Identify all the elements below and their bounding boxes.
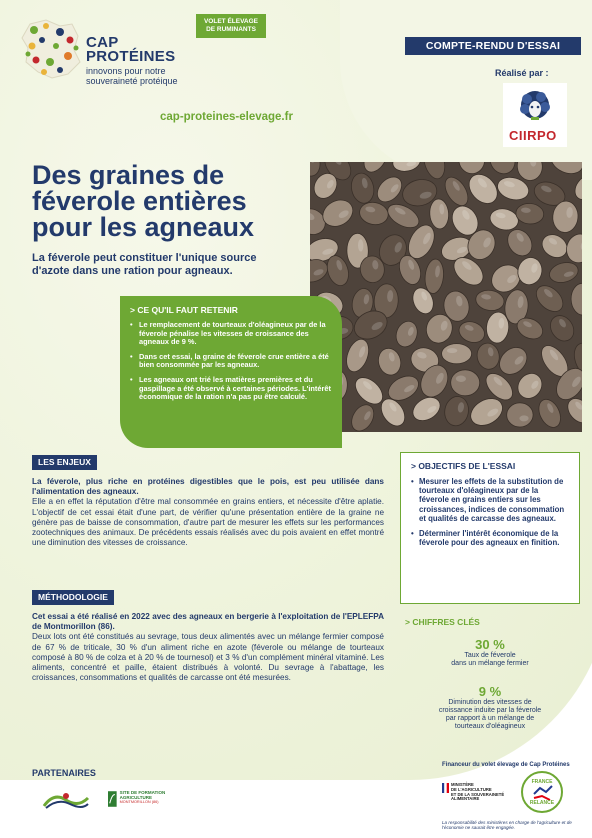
partner-logo-site-formation — [108, 790, 188, 814]
compte-rendu-banner: COMPTE-RENDU D'ESSAI — [405, 37, 581, 55]
partner-logo-icon — [40, 788, 92, 812]
stat-value: 30 % — [475, 637, 505, 652]
key-takeaways-box — [120, 296, 342, 448]
france-relance-icon — [520, 770, 564, 814]
stat-value: 9 % — [478, 684, 502, 699]
objectifs-list — [411, 477, 569, 547]
methodologie-text — [32, 612, 384, 683]
france-relance-logo — [520, 770, 564, 814]
bean-shape — [442, 344, 472, 364]
feverole-beans-photo — [310, 162, 582, 432]
enjeux-text — [32, 477, 384, 548]
stat-label: Diminution des vitesses de croissance induite par la féverole par rapport à un mélange de tourteaux d'oléagineux — [438, 699, 542, 730]
enjeux-paragraph-2: Elle a en effet la réputation d'être mal consommée en grains entiers, et nécessite d'être aplatie. L'objectif de cet essai était d'une part, de vérifier qu'une présentation entière de la graine ne génère pas de baisse de consommation, d'autre part de mesurer les effets sur les performances zootechniques des animaux. De précédents essais réalisés avec du pois avaient en effet montré une diminution des vitesses de croissance. — [32, 497, 384, 548]
ciirpo-wordmark: CIIRPO — [509, 128, 557, 143]
objectifs-title: > OBJECTIFS DE L'ESSAI — [411, 461, 516, 471]
ministere-text: MINISTÈRE DE L'AGRICULTURE ET DE LA SOUVERAINETÉ ALIMENTAIRE — [451, 782, 505, 802]
partner-logo-alpes — [40, 788, 92, 812]
stat-label: Taux de féverole dans un mélange fermier — [451, 652, 529, 667]
realise-par-label: Réalisé par : — [495, 68, 549, 78]
bean-shape — [506, 402, 533, 427]
financeur-label: Financeur du volet élevage de Cap Protéines — [442, 762, 570, 768]
enjeux-paragraph-1: La féverole, plus riche en protéines digestibles que le pois, est peu utilisée dans l'alimentation des agneaux. — [32, 477, 384, 497]
objectifs-box — [400, 452, 580, 604]
stat-feverole-rate — [410, 637, 570, 668]
cap-proteines-logo — [16, 16, 186, 86]
page-subtitle: La féverole peut constituer l'unique source d'azote dans une ration pour agneaux. — [32, 252, 257, 277]
france-map-icon — [16, 16, 88, 82]
list-item: • Dans cet essai, la graine de féverole crue entière a été bien consommée par les agneaux. — [130, 353, 332, 370]
list-item: • Le remplacement de tourteaux d'oléagineux par de la féverole pénalise les vitesses de croissance des agneaux de 9 %. — [130, 321, 332, 347]
volet-elevage-tag: VOLET ÉLEVAGE DE RUMINANTS — [196, 14, 266, 38]
leaf-icon — [108, 790, 117, 808]
partenaires-label: PARTENAIRES — [32, 768, 96, 778]
site-formation-line1: SITE DE FORMATION AGRICULTURE — [119, 790, 166, 800]
stat-growth-decrease — [405, 684, 575, 731]
bean-shape — [450, 369, 480, 396]
chiffres-cles-title: > CHIFFRES CLÉS — [405, 617, 480, 627]
logo-tagline: innovons pour notre souveraineté protéique — [86, 66, 178, 86]
site-formation-line2: MONTMORILLON (86) — [119, 800, 159, 804]
ministere-logo — [442, 777, 522, 817]
key-takeaways-title: > CE QU'IL FAUT RETENIR — [130, 305, 238, 315]
key-takeaways-list — [130, 321, 332, 402]
logo-title: CAP PROTÉINES — [86, 34, 176, 65]
methodologie-paragraph-2: Deux lots ont été constitués au sevrage, tous deux alimentés avec un mélange fermier composé de 67 % de triticale, 30 % d'un aliment riche en azote (féverole ou mélange de tourteaux composé à 80 % de colza et à 20 % de tournesol) et 3 % d'un complément minéral vitaminé. Les aliments, concentré et paille, étaient distribués à volonté. Du sevrage à l'abattage, les croissances, consommations et qualités de carcasse ont été mesurées. — [32, 632, 384, 683]
methodologie-paragraph-1: Cet essai a été réalisé en 2022 avec des agneaux en bergerie à l'exploitation de l'EPLEFPA de Montmorillon (86). — [32, 612, 384, 632]
relance-line1: FRANCE — [531, 779, 553, 785]
site-url-link[interactable]: cap-proteines-elevage.fr — [160, 111, 293, 123]
list-item: • Mesurer les effets de la substitution de tourteaux d'oléagineux par de la féverole en grains entiers sur les croissances, indices de consommation et qualités de carcasse des agneaux. — [411, 477, 569, 523]
list-item: • Les agneaux ont trié les matières premières et du gaspillage a été observé à certaines périodes. L'intérêt économique de la ration n'a pas pu être calculé. — [130, 376, 332, 402]
relance-line2: RELANCE — [529, 800, 555, 806]
page-title: Des graines de féverole entières pour les agneaux — [32, 160, 255, 242]
beans-illustration — [310, 162, 582, 432]
bean-highlight — [447, 348, 457, 353]
marianne-icon — [442, 783, 449, 793]
methodologie-heading: MÉTHODOLOGIE — [32, 590, 114, 605]
enjeux-heading: LES ENJEUX — [32, 455, 97, 470]
list-item: • Déterminer l'intérêt économique de la féverole pour des agneaux en finition. — [411, 529, 569, 547]
responsabilite-note: La responsabilité des ministères en charge de l'agriculture et de l'économie ne saurait être engagée. — [442, 820, 572, 831]
